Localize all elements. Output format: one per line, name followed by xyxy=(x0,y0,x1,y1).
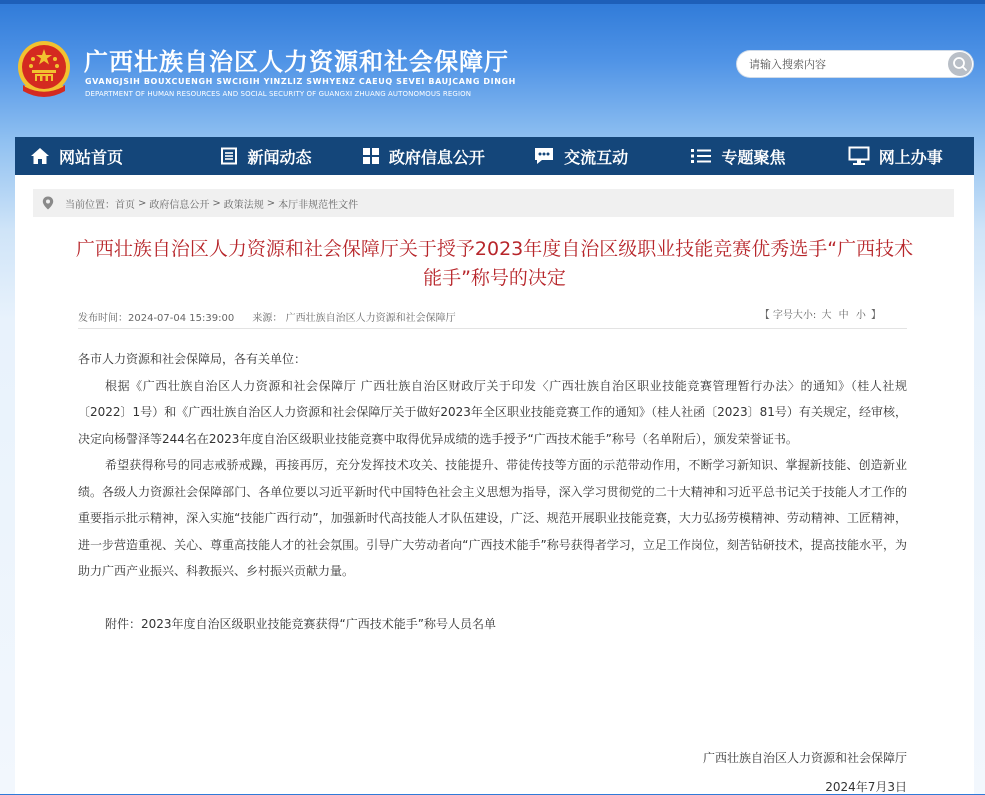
font-size-close: 】 xyxy=(871,310,881,321)
news-icon xyxy=(220,147,238,165)
publish-time: 2024-07-04 15:39:00 xyxy=(128,313,235,324)
breadcrumb-documents[interactable]: 本厅非规范性文件 xyxy=(278,199,359,211)
site-title[interactable]: 广西壮族自治区人力资源和社会保障厅 xyxy=(84,48,509,76)
body-paragraph: 希望获得称号的同志戒骄戒躁，再接再厉，充分发挥技术攻关、技能提升、带徒传技等方面的示范带动作用，不断学习新知识、掌握新技能、创造新业绩。各级人力资源社会保障部门、各单位要以习近平新时代中国特色社会主义思想为指导，深入学习贯彻党的二十大精神和习近平总书记关于技能人才工作的重要指示批示精神，深入实施“技能广西行动”，加强新时代高技能人才队伍建设，广泛、规范开展职业技能竞赛，大力弘扬劳模精神、劳动精神、工匠精神，进一步营造重视、关心、尊重高技能人才的社会氛围。引导广大劳动者向“广西技术能手”称号获得者学习，立足工作岗位，刻苦钻研技术，提高技能水平，为助力广西产业振兴、科教振兴、乡村振兴贡献力量。 xyxy=(78,458,907,578)
article-meta xyxy=(78,309,456,324)
nav-label: 政府信息公开 xyxy=(388,147,485,167)
source-value: 广西壮族自治区人力资源和社会保障厅 xyxy=(285,313,456,324)
font-size-small[interactable]: 小 xyxy=(855,310,866,321)
site-title-english: DEPARTMENT OF HUMAN RESOURCES AND SOCIAL SECURITY OF GUANGXI ZHUANG AUTONOMOUS REGION xyxy=(85,90,472,98)
national-emblem-icon[interactable] xyxy=(15,39,73,101)
nav-item-interaction[interactable] xyxy=(502,137,659,175)
search-box xyxy=(737,51,973,77)
breadcrumb-prefix: 当前位置： xyxy=(65,199,115,211)
main-content xyxy=(15,175,974,794)
font-size-open: 【 xyxy=(759,310,770,321)
body-paragraph: 根据《广西壮族自治区人力资源和社会保障厅 广西壮族自治区财政厅关于印发〈广西壮族自治区职业技能竞赛管理暂行办法〉的通知》（桂人社规〔2022〕1号）和《广西壮族自治区人力资源和社会保障厅关于做好2023年全区职业技能竞赛工作的通知》（桂人社函〔2023〕81号）有关规定，经审核，决定向杨謦泽等244名在2023年度自治区级职业技能竞赛中取得优异成绩的选手授予“广西技术能手”称号（名单附后），颁发荣誉证书。 xyxy=(78,378,907,446)
breadcrumb-separator: > xyxy=(138,197,147,209)
breadcrumb-gov-info[interactable]: 政府信息公开 xyxy=(149,199,210,211)
nav-item-online-service[interactable] xyxy=(817,137,974,175)
breadcrumb xyxy=(33,189,954,217)
monitor-icon xyxy=(848,146,870,166)
location-pin-icon xyxy=(42,196,54,210)
article-body xyxy=(78,346,907,637)
salutation: 各市人力资源和社会保障局，各有关单位： xyxy=(78,352,307,366)
nav-label: 网站首页 xyxy=(59,147,124,167)
list-icon xyxy=(690,147,712,165)
search-button[interactable] xyxy=(948,52,972,76)
nav-item-news[interactable] xyxy=(187,137,344,175)
nav-label: 网上办事 xyxy=(878,147,943,167)
nav-label: 专题聚焦 xyxy=(721,147,786,167)
search-icon xyxy=(948,52,972,76)
nav-label: 新闻动态 xyxy=(247,147,312,167)
signature: 广西壮族自治区人力资源和社会保障厅 xyxy=(702,751,907,765)
nav-label: 交流互动 xyxy=(564,147,629,167)
site-header xyxy=(0,0,985,136)
breadcrumb-separator: > xyxy=(266,197,276,209)
main-nav xyxy=(15,137,974,175)
document-date: 2024年7月3日 xyxy=(825,780,907,794)
breadcrumb-policy[interactable]: 政策法规 xyxy=(223,199,264,211)
chat-icon xyxy=(533,146,555,166)
nav-item-topics[interactable] xyxy=(659,137,816,175)
publish-label: 发布时间： xyxy=(78,313,128,324)
home-icon xyxy=(30,147,50,165)
breadcrumb-separator: > xyxy=(212,197,221,209)
font-size-label: 字号大小: xyxy=(772,310,817,321)
site-title-zhuang: GVANGJSIH BOUXCUENGH SWCIGIH YINZLIZ SWHYENZ CAEUQ SEVEI BAUJCANG DINGH xyxy=(85,77,516,86)
source-label: 来源： xyxy=(252,313,283,324)
breadcrumb-home[interactable]: 首页 xyxy=(115,199,135,211)
grid-icon xyxy=(362,147,380,165)
nav-item-gov-info[interactable] xyxy=(345,137,502,175)
nav-item-home[interactable] xyxy=(15,137,187,175)
attachment-link[interactable]: 附件：2023年度自治区级职业技能竞赛获得“广西技术能手”称号人员名单 xyxy=(105,616,496,631)
search-input[interactable] xyxy=(749,55,939,73)
font-size-medium[interactable]: 中 xyxy=(838,310,849,321)
meta-divider xyxy=(78,328,907,329)
article-title: 广西壮族自治区人力资源和社会保障厅关于授予2023年度自治区级职业技能竞赛优秀选手“广西技术能手”称号的决定 xyxy=(75,238,914,289)
font-size-control xyxy=(760,306,881,321)
font-size-large[interactable]: 大 xyxy=(821,310,832,321)
